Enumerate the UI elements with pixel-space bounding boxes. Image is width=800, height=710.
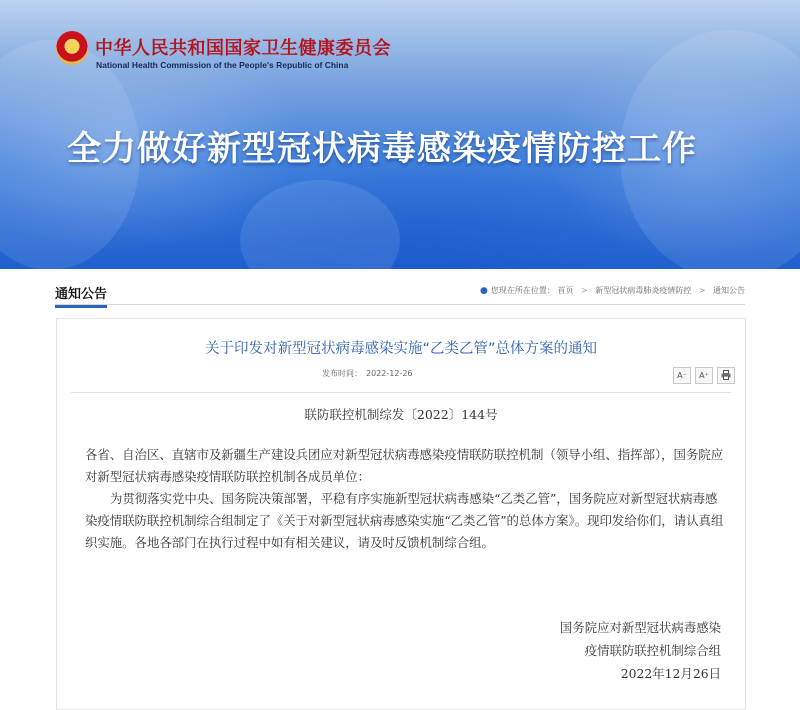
banner-title: 全力做好新型冠状病毒感染疫情防控工作 — [67, 129, 697, 169]
publish-date-label: 发布时间： — [322, 369, 362, 378]
signature-line: 国务院应对新型冠状病毒感染 — [559, 620, 721, 635]
article-title: 关于印发对新型冠状病毒感染实施“乙类乙管”总体方案的通知 — [204, 341, 598, 357]
section-header — [55, 283, 745, 305]
article-card — [56, 318, 746, 710]
national-emblem-logo[interactable] — [56, 31, 88, 65]
header-banner — [0, 0, 800, 269]
signature-date: 2022年12月26日 — [620, 666, 721, 681]
print-button[interactable] — [717, 367, 735, 384]
breadcrumb-home[interactable]: 首页 — [557, 286, 574, 295]
breadcrumb-prefix: 您现在所在位置： — [490, 286, 555, 295]
font-smaller-button[interactable]: A⁻ — [673, 367, 691, 384]
article-paragraph: 各省、自治区、直辖市及新疆生产建设兵团应对新型冠状病毒感染疫情联防联控机制（领导小组、指挥部），国务院应对新型冠状病毒感染疫情联防联控机制各成员单位： — [85, 447, 724, 484]
location-pin-icon: ● — [480, 286, 488, 296]
breadcrumb — [480, 285, 745, 296]
breadcrumb-notices[interactable]: 通知公告 — [713, 286, 745, 295]
banner-background-figure — [240, 180, 400, 269]
breadcrumb-separator: > — [580, 286, 588, 295]
section-title: 通知公告 — [55, 283, 107, 308]
print-icon — [721, 370, 731, 380]
font-larger-button[interactable]: A⁺ — [695, 367, 713, 384]
signature-line: 疫情联防联控机制综合组 — [584, 643, 721, 658]
document-number: 联防联控机制综发〔2022〕144号 — [304, 407, 498, 422]
title-divider — [71, 392, 731, 393]
publish-date: 2022-12-26 — [366, 369, 413, 378]
article-paragraph: 为贯彻落实党中央、国务院决策部署，平稳有序实施新型冠状病毒感染“乙类乙管”，国务院应对新型冠状病毒感染疫情联防联控机制综合组制定了《关于对新型冠状病毒感染实施“乙类乙管”的总体方案》。现印发给你们，请认真组织实施。各地各部门在执行过程中如有相关建议，请及时反馈机制综合组。 — [85, 491, 724, 550]
breadcrumb-epidemic[interactable]: 新型冠状病毒肺炎疫情防控 — [595, 286, 692, 295]
org-name-english: National Health Commission of the People's Republic of China — [96, 60, 349, 70]
org-name-chinese[interactable]: 中华人民共和国国家卫生健康委员会 — [95, 38, 391, 59]
publish-meta — [322, 368, 413, 379]
breadcrumb-separator: > — [698, 286, 706, 295]
